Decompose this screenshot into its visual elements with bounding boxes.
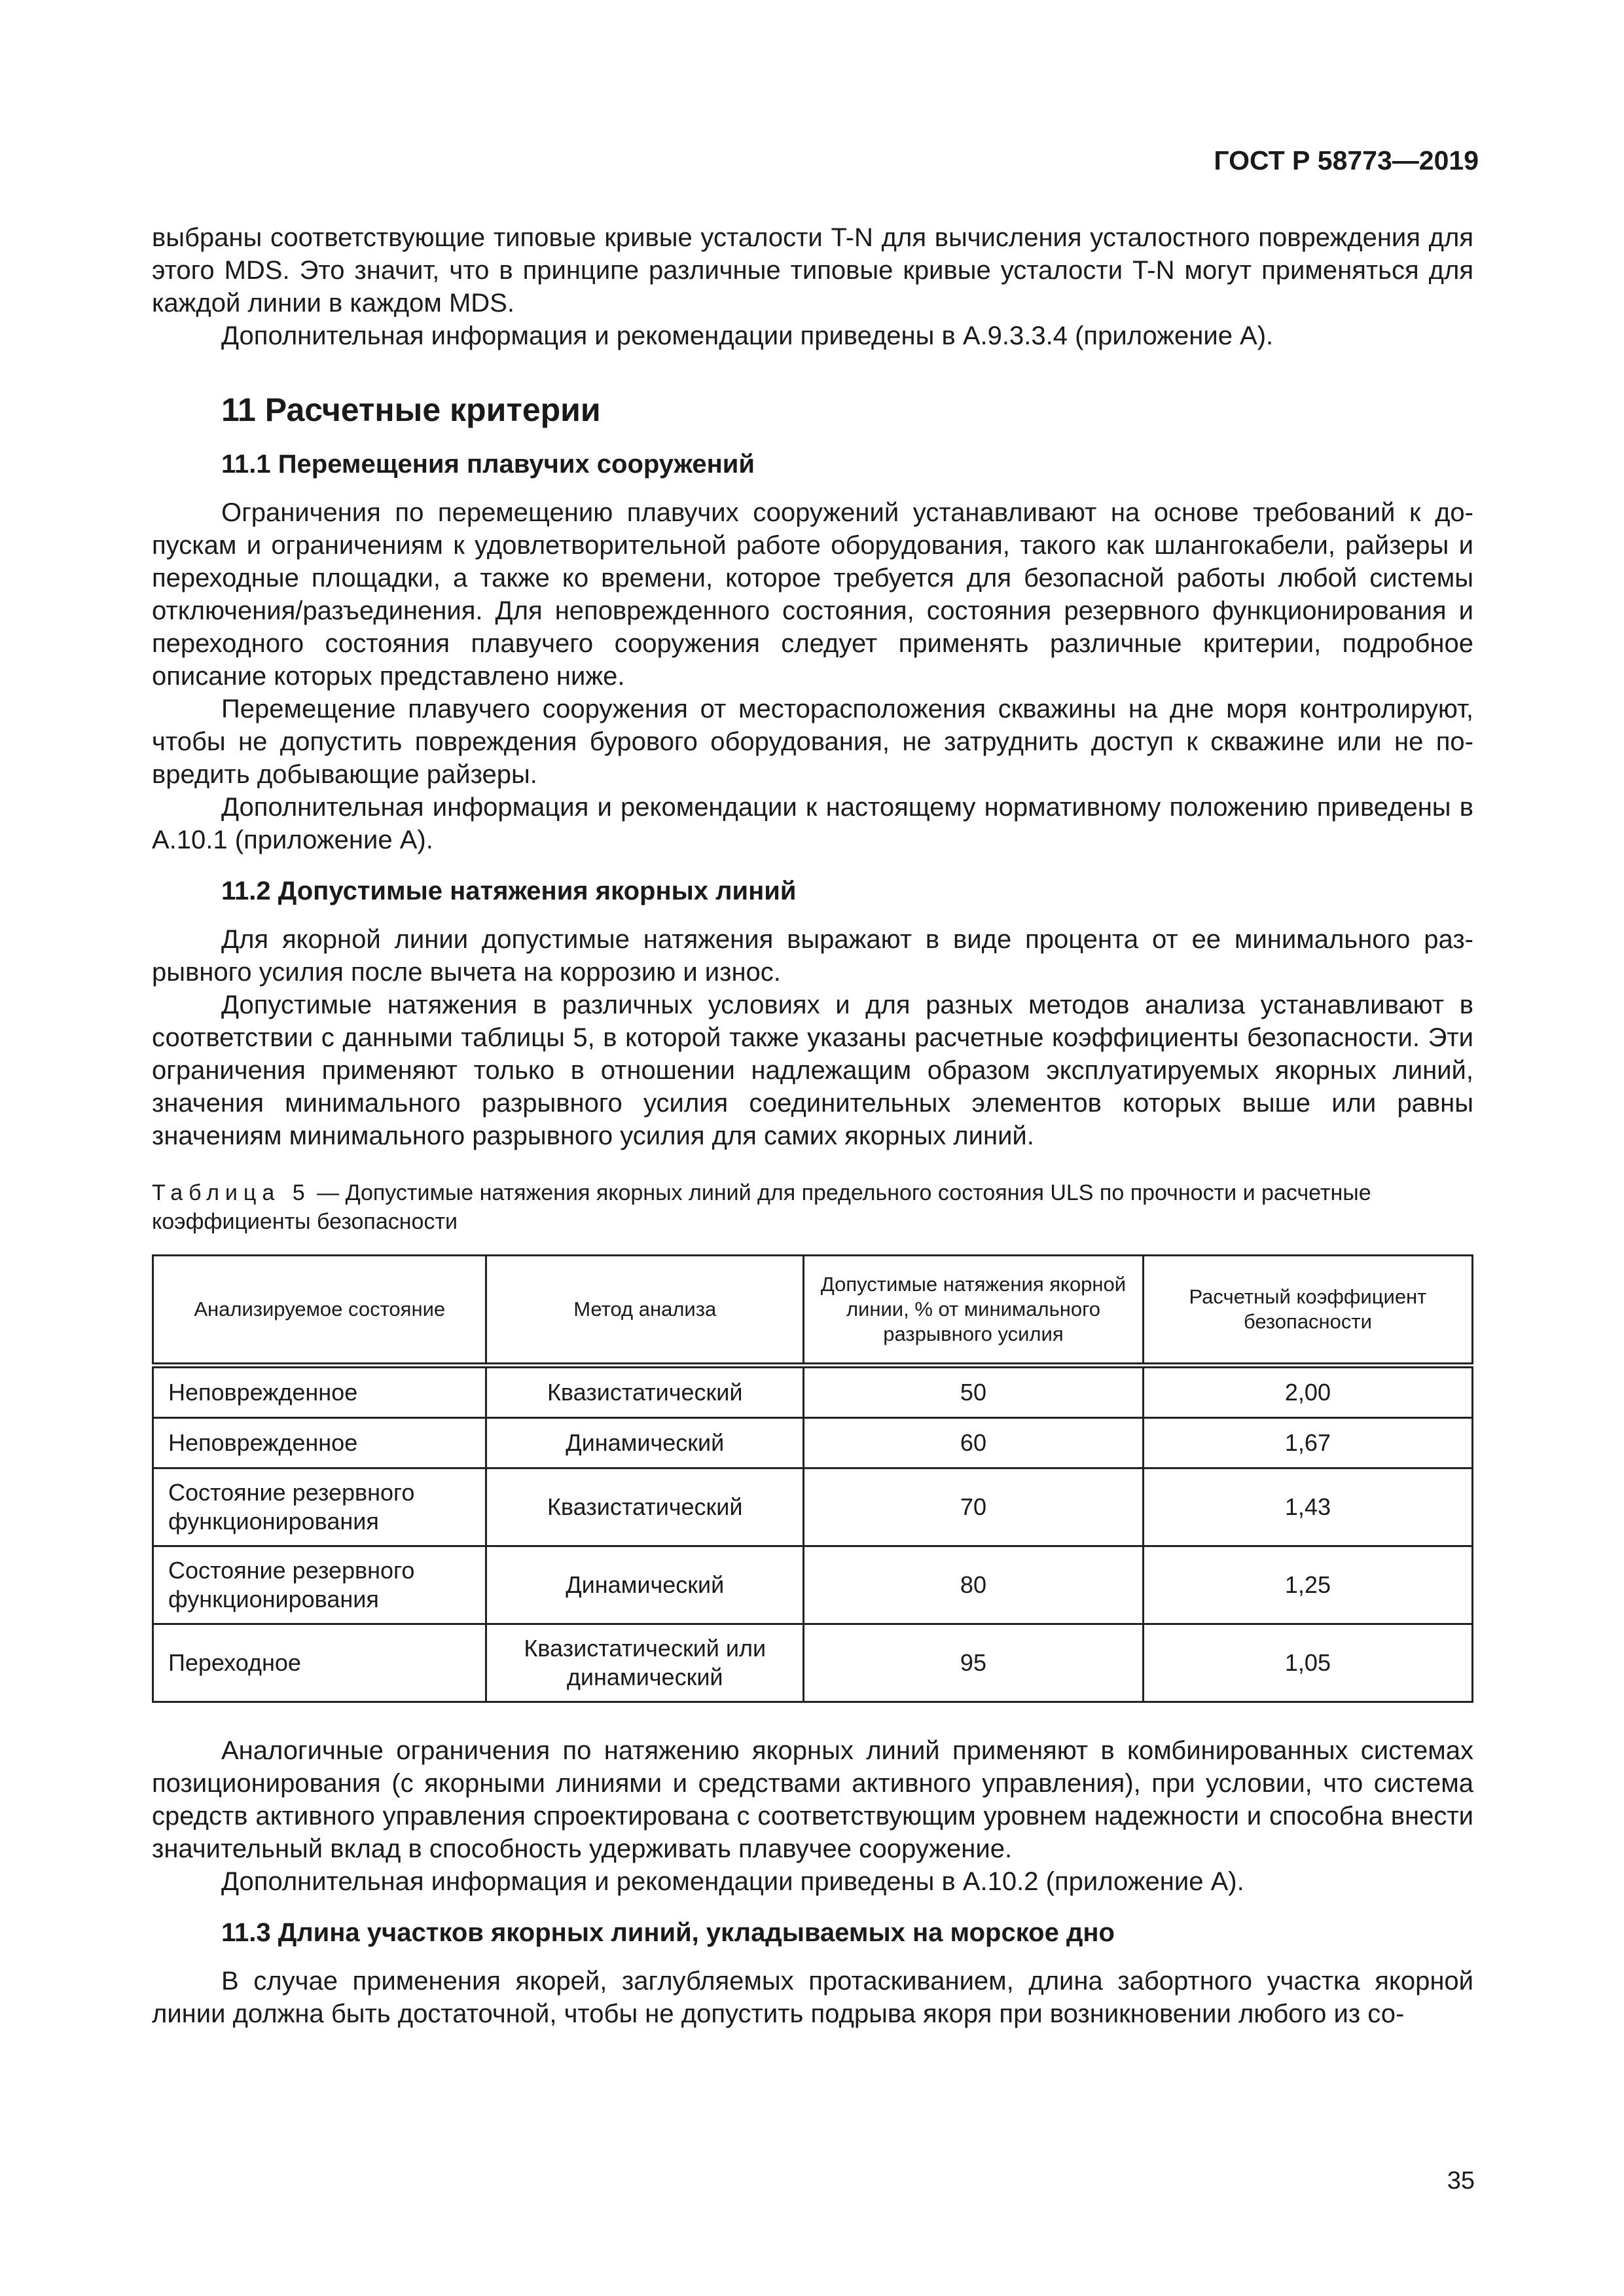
cell-state: Состояние резервного функционирования	[153, 1468, 486, 1546]
header-tension: Допустимые натяжения якорной линии, % от минимального разрывного усилия	[803, 1256, 1143, 1366]
cell-factor: 1,25	[1143, 1546, 1472, 1624]
cell-tension: 60	[803, 1418, 1143, 1468]
page-number: 35	[1447, 2167, 1475, 2195]
table-5-caption	[152, 1178, 1473, 1236]
intro-paragraph-1: выбраны соответствующие типовые кривые усталости T-N для вычисления усталостного повреждения для этого MDS. Это значит, что в принципе различные типовые кривые усталости T-N могут применяться для каждой линии в каждом MDS.	[152, 223, 1473, 318]
cell-state: Переходное	[153, 1624, 486, 1702]
section-11-3-heading: 11.3 Длина участков якорных линий, укладываемых на морское дно	[221, 1918, 1115, 1947]
cell-factor: 1,67	[1143, 1418, 1472, 1468]
s11-1-paragraph-1: Ограничения по перемещению плавучих сооружений устанавливают на основе требований к допускам и ограничениям к удовлетворительной работе оборудования, такого как шлангокабели, райзеры и переходные площадки, а также ко времени, которое требуется для безопасной работы любой системы отключения/разъединения. Для неповрежденного состояния, состояния резервного функционирования и переходного состояния плавучего сооружения следует применять различные критерии, подробное описание которых представлено ниже.	[152, 498, 1473, 691]
cell-method: Динамический	[486, 1546, 804, 1624]
section-11-heading: 11 Расчетные критерии	[221, 392, 601, 428]
s11-1-paragraph-2: Перемещение плавучего сооружения от месторасположения скважины на дне моря контролируют, чтобы не допустить повреждения бурового оборудования, не затруднить доступ к скважине или не повредить добывающие райзеры.	[152, 695, 1473, 789]
header-factor: Расчетный коэффициент безопасности	[1143, 1256, 1472, 1366]
header-state: Анализируемое состояние	[153, 1256, 486, 1366]
table-5	[152, 1254, 1473, 1703]
intro-paragraph-2: Дополнительная информация и рекомендации приведены в А.9.3.3.4 (приложение А).	[221, 321, 1274, 350]
table-header-row	[153, 1256, 1473, 1366]
cell-factor: 1,43	[1143, 1468, 1472, 1546]
table-row	[153, 1418, 1473, 1468]
s11-2-paragraph-1: Для якорной линии допустимые натяжения выражают в виде процента от ее минимального разрывного усилия после вычета на коррозию и износ.	[152, 925, 1473, 987]
standard-id-header: ГОСТ Р 58773—2019	[1214, 145, 1479, 175]
after-table-paragraph-2: Дополнительная информация и рекомендации приведены в А.10.2 (приложение А).	[221, 1867, 1244, 1896]
s11-1-paragraph-3: Дополнительная информация и рекомендации к настоящему нормативному положению приведены в А.10.1 (приложение А).	[152, 793, 1473, 854]
cell-tension: 95	[803, 1624, 1143, 1702]
cell-tension: 70	[803, 1468, 1143, 1546]
cell-tension: 50	[803, 1366, 1143, 1418]
cell-factor: 2,00	[1143, 1366, 1472, 1418]
section-11-1-heading: 11.1 Перемещения плавучих сооружений	[221, 450, 755, 479]
cell-method: Квазистатический	[486, 1366, 804, 1418]
cell-method: Квазистатический	[486, 1468, 804, 1546]
cell-factor: 1,05	[1143, 1624, 1472, 1702]
cell-state: Неповрежденное	[153, 1418, 486, 1468]
s11-2-paragraph-2: Допустимые натяжения в различных условиях и для разных методов анализа устанавливают в соответствии с данными таблицы 5, в которой также указаны расчетные коэффициенты безопасности. Эти ограничения применяют только в отношении надлежащим образом эксплуатируемых якорных линий, значения минимального разрывного усилия соединительных элементов которых выше или равны значениям минимального разрывного усилия для самих якорных линий.	[152, 991, 1473, 1150]
cell-state: Состояние резервного функционирования	[153, 1546, 486, 1624]
cell-method: Квазистатический или динамический	[486, 1624, 804, 1702]
cell-tension: 80	[803, 1546, 1143, 1624]
page-content	[152, 221, 1473, 2030]
section-11-2-heading: 11.2 Допустимые натяжения якорных линий	[221, 877, 797, 905]
s11-3-paragraph-1: В случае применения якорей, заглубляемых протаскиванием, длина забортного участка якорной линии должна быть достаточной, чтобы не допустить подрыва якоря при возникновении любого из со-	[152, 1967, 1473, 2028]
table-row	[153, 1624, 1473, 1702]
table-5-caption-text: — Допустимые натяжения якорных линий для предельного состояния ULS по прочности и расчетные коэффициенты безопасности	[152, 1180, 1371, 1234]
cell-method: Динамический	[486, 1418, 804, 1468]
table-row	[153, 1546, 1473, 1624]
table-row	[153, 1366, 1473, 1418]
cell-state: Неповрежденное	[153, 1366, 486, 1418]
header-method: Метод анализа	[486, 1256, 804, 1366]
table-row	[153, 1468, 1473, 1546]
table-5-label: Таблица 5	[152, 1180, 311, 1205]
after-table-paragraph-1: Аналогичные ограничения по натяжению якорных линий применяют в комбинированных системах позиционирования (с якорными линиями и средствами активного управления), при условии, что система средств активного управления спроектирована с соответствующим уровнем надежности и способна внести значительный вклад в способность удерживать плавучее сооружение.	[152, 1736, 1473, 1863]
